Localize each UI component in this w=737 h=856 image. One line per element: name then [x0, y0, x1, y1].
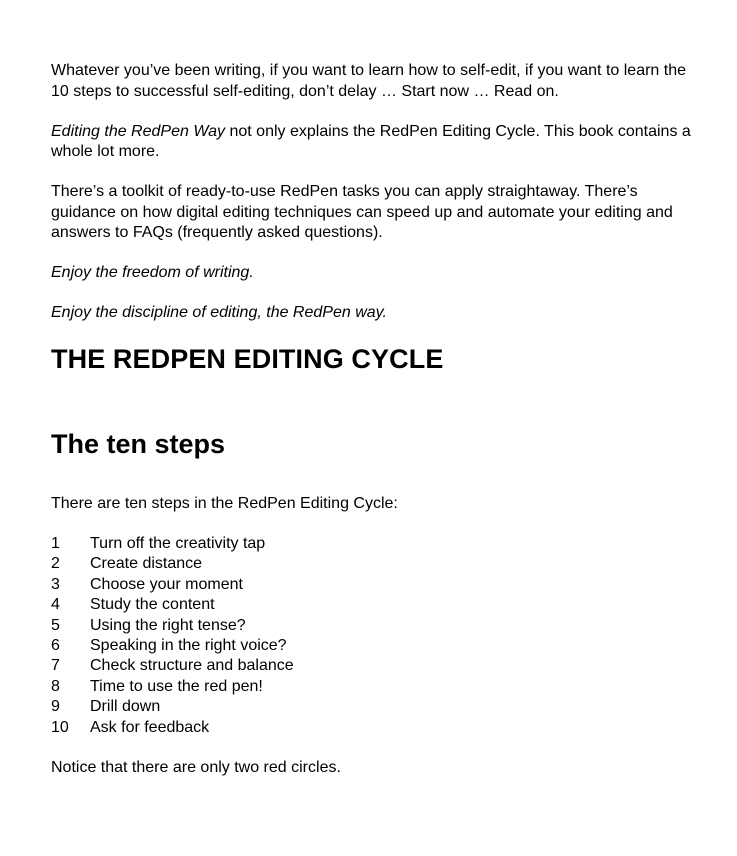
paragraph-steps-intro: There are ten steps in the RedPen Editing Cycle: — [51, 495, 398, 512]
step-text: Turn off the creativity tap — [90, 535, 266, 552]
step-text: Time to use the red pen! — [90, 677, 263, 695]
step-text: Create distance — [90, 555, 203, 573]
step-number: 7 — [51, 657, 60, 675]
step-text: Study the content — [90, 596, 215, 614]
heading-editing-cycle: THE REDPEN EDITING CYCLE — [51, 344, 444, 374]
step-number: 6 — [51, 637, 60, 655]
step-text: Check structure and balance — [90, 657, 294, 675]
step-text: Drill down — [90, 698, 161, 716]
list-item — [51, 616, 691, 636]
steps-list — [51, 534, 691, 738]
list-item — [51, 656, 691, 676]
list-item — [51, 595, 691, 615]
step-number: 3 — [51, 575, 60, 593]
step-number: 2 — [51, 555, 60, 573]
list-item — [51, 534, 691, 554]
paragraph-discipline: Enjoy the discipline of editing, the RedPen way. — [51, 304, 387, 321]
paragraph-book-contents — [51, 122, 691, 163]
book-title: Editing the RedPen Way — [51, 122, 226, 140]
list-item — [51, 677, 691, 697]
step-number: 10 — [51, 718, 69, 736]
step-number: 8 — [51, 677, 60, 695]
paragraph-self-edit: Whatever you’ve been writing, if you want to learn how to self-edit, if you want to learn the 10 steps to successful self-editing, don’t delay … Start now … Read on. — [51, 62, 686, 100]
list-item — [51, 575, 691, 595]
step-number: 1 — [51, 535, 60, 552]
list-item — [51, 554, 691, 574]
list-item — [51, 636, 691, 656]
list-item — [51, 718, 691, 738]
paragraph-toolkit: There’s a toolkit of ready-to-use RedPen tasks you can apply straightaway. There’s guidance on how digital editing techniques can speed up and automate your editing and answers to FAQs (frequently asked questions). — [51, 183, 673, 241]
step-number: 9 — [51, 698, 60, 716]
step-number: 5 — [51, 616, 60, 634]
paragraph-red-circles: Notice that there are only two red circles. — [51, 758, 341, 776]
paragraph-book-contents-text: not only explains the RedPen Editing Cycle. This book contains a whole lot more. — [51, 122, 691, 160]
step-number: 4 — [51, 596, 60, 614]
heading-ten-steps: The ten steps — [51, 429, 226, 459]
step-text: Choose your moment — [90, 575, 243, 593]
list-item — [51, 697, 691, 717]
step-text: Ask for feedback — [90, 718, 210, 736]
step-text: Using the right tense? — [90, 616, 246, 634]
document-page — [51, 61, 691, 798]
step-text: Speaking in the right voice? — [90, 637, 287, 655]
paragraph-freedom: Enjoy the freedom of writing. — [51, 264, 254, 281]
